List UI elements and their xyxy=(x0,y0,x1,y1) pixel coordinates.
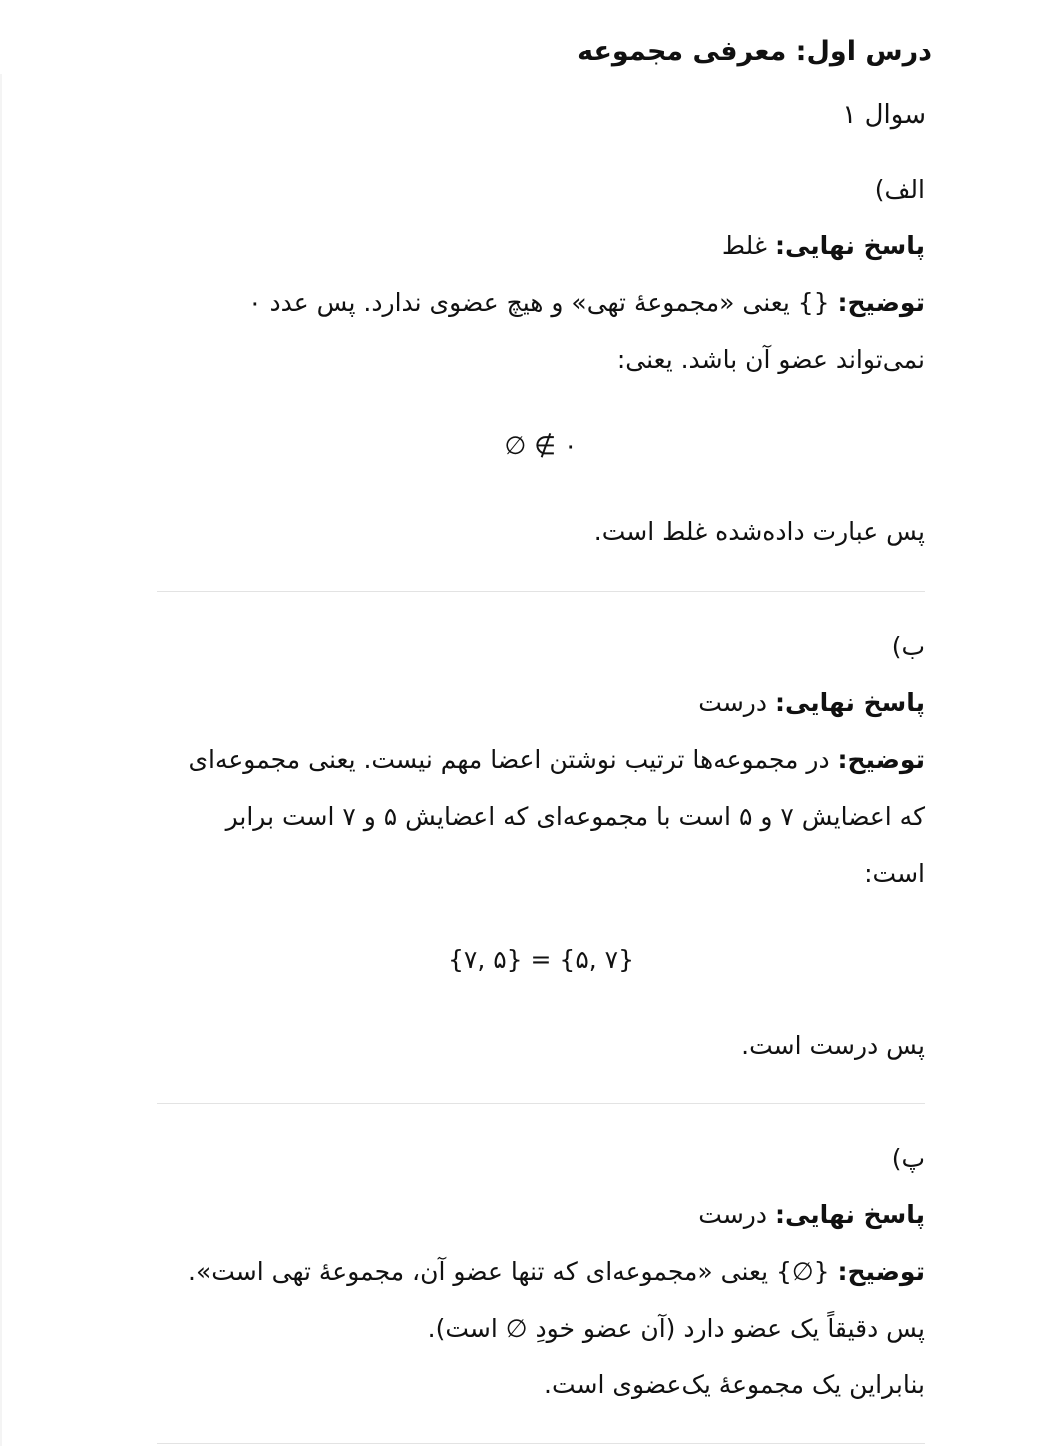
part-be xyxy=(157,619,925,1074)
lesson-title: درس اول: معرفی مجموعه xyxy=(577,36,932,67)
conclusion: بنابراین یک مجموعهٔ یک‌عضوی است. xyxy=(544,1370,925,1399)
explanation-text: در مجموعه‌ها ترتیب نوشتن اعضا مهم نیست. یعنی مجموعه‌ای که اعضایش ۷ و ۵ است با مجموعه‌ای که اعضایش ۵ و ۷ است برابر است: xyxy=(188,745,925,888)
left-edge-shadow xyxy=(0,74,2,1446)
part-label: الف) xyxy=(874,175,925,204)
math-expression: ∅ ∉ ۰ xyxy=(504,431,578,460)
conclusion: پس عبارت داده‌شده غلط است. xyxy=(593,517,925,546)
part-label: ب) xyxy=(891,632,925,661)
final-answer-value: درست xyxy=(698,688,767,717)
explanation-label: توضیح: xyxy=(837,288,925,317)
final-answer-label: پاسخ نهایی: xyxy=(774,1200,925,1229)
math-expression: {۷, ۵} = {۵, ۷} xyxy=(448,945,634,974)
explanation-text: {} یعنی «مجموعهٔ تهی» و هیچ عضوی ندارد. پس عدد ۰ نمی‌تواند عضو آن باشد. یعنی: xyxy=(248,288,925,374)
final-answer-value: درست xyxy=(698,1200,767,1229)
explanation xyxy=(157,274,925,388)
part-alef xyxy=(157,162,925,560)
explanation-label: توضیح: xyxy=(837,1257,925,1286)
explanation xyxy=(157,1243,925,1357)
part-pe xyxy=(157,1131,925,1413)
question-number: سوال ۱ xyxy=(842,100,926,130)
final-answer xyxy=(157,1187,925,1243)
conclusion: پس درست است. xyxy=(741,1031,925,1060)
final-answer-value: غلط xyxy=(721,231,767,260)
final-answer-label: پاسخ نهایی: xyxy=(774,231,925,260)
explanation-text: {∅} یعنی «مجموعه‌ای که تنها عضو آن، مجموعهٔ تهی است». پس دقیقاً یک عضو دارد (آن عضو خودِ ∅ است). xyxy=(188,1257,925,1343)
final-answer xyxy=(157,675,925,731)
section-divider xyxy=(157,1103,925,1104)
section-divider xyxy=(157,1443,925,1444)
final-answer-label: پاسخ نهایی: xyxy=(774,688,925,717)
explanation xyxy=(157,731,925,902)
section-divider xyxy=(157,591,925,592)
explanation-label: توضیح: xyxy=(837,745,925,774)
final-answer xyxy=(157,218,925,274)
part-label: پ) xyxy=(891,1144,925,1173)
